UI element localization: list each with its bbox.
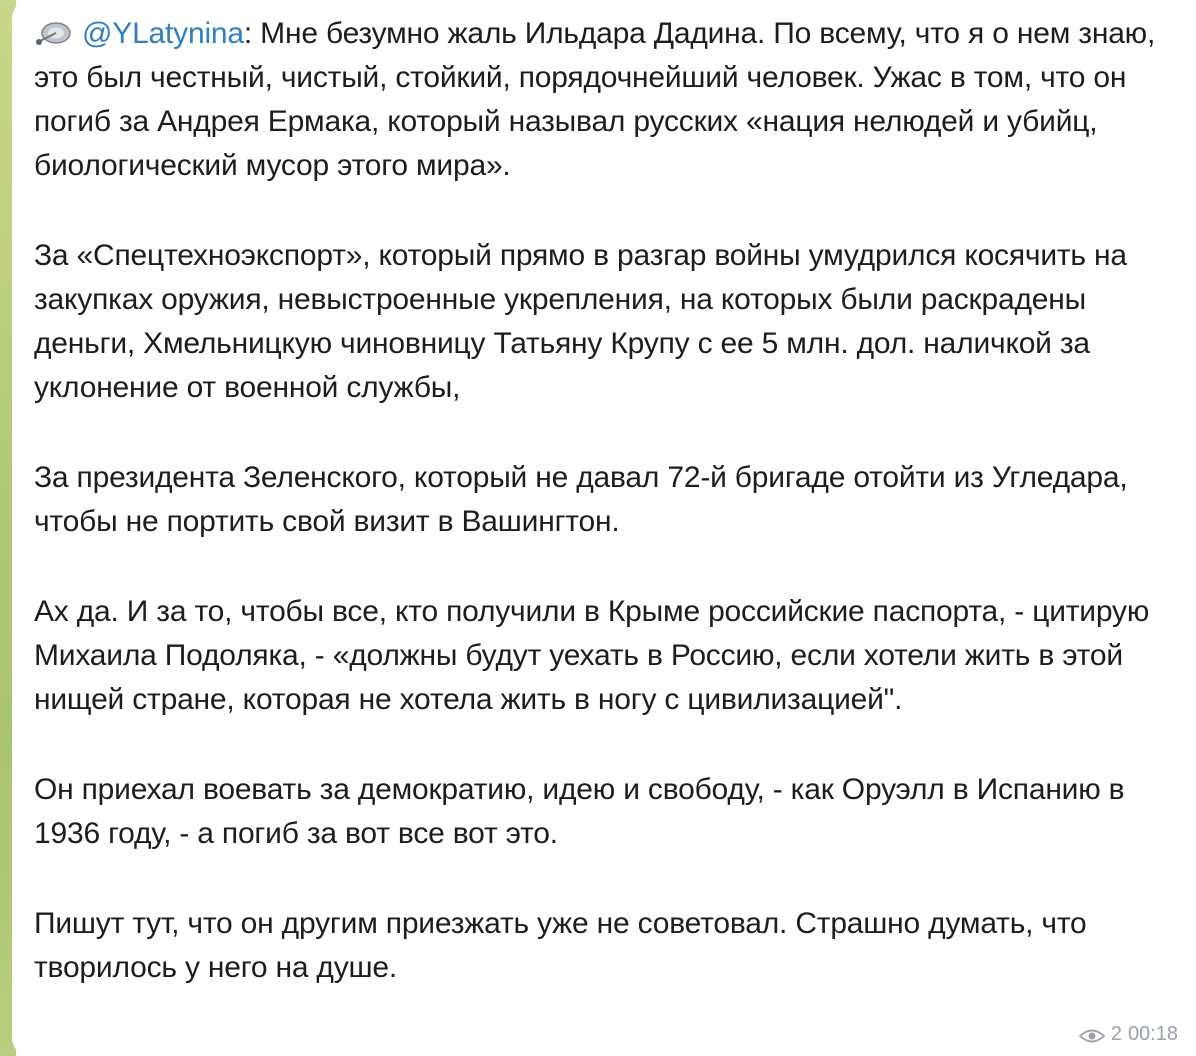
mention-separator: :: [243, 17, 253, 50]
eye-icon: [1079, 1027, 1105, 1043]
intro-text: Мне безумно жаль Ильдара Дадина. По всему, что я о нем знаю, это был честный, чистый, стойкий, порядочнейший человек. Ужас в том, что он погиб за Андрея Ермака, который называл русских «нация нелюдей и убийц, биологический мусор этого мира».: [34, 17, 1156, 182]
message-paragraph: За «Спецтехноэкспорт», который прямо в разгар войны умудрился косячить на закупках оружия, невыстроенные укрепления, на которых были раскрадены деньги, Хмельницкую чиновницу Татьяну Крупу с ее 5 млн. дол. наличкой за уклонение от военной службы,: [34, 239, 1127, 404]
message-first-paragraph: [34, 12, 1178, 188]
views-count: 2: [1110, 1023, 1122, 1045]
message-bubble: [12, 0, 1196, 1056]
message-paragraph: Он приехал воевать за демократию, идею и свободу, - как Оруэлл в Испанию в 1936 году, - а погиб за вот все вот это.: [34, 773, 1125, 850]
author-mention-link[interactable]: @YLatynina: [82, 17, 244, 50]
message-time: 00:18: [1127, 1023, 1178, 1045]
message-paragraph: Ах да. И за то, чтобы все, кто получили в Крыме российские паспорта, - цитирую Михаила Подоляка, - «должны будут уехать в Россию, если хотели жить в этой нищей стране, которая не хотела жить в ногу с цивилизацией".: [34, 595, 1150, 716]
message-meta: [1079, 1023, 1178, 1046]
message-paragraph: За президента Зеленского, который не давал 72-й бригаде отойти из Угледара, чтобы не портить свой визит в Вашингтон.: [34, 461, 1128, 538]
message-paragraph: Пишут тут, что он другим приезжать уже не советовал. Страшно думать, что творилось у него на душе.: [34, 907, 1087, 984]
satellite-dish-icon: [34, 16, 74, 44]
